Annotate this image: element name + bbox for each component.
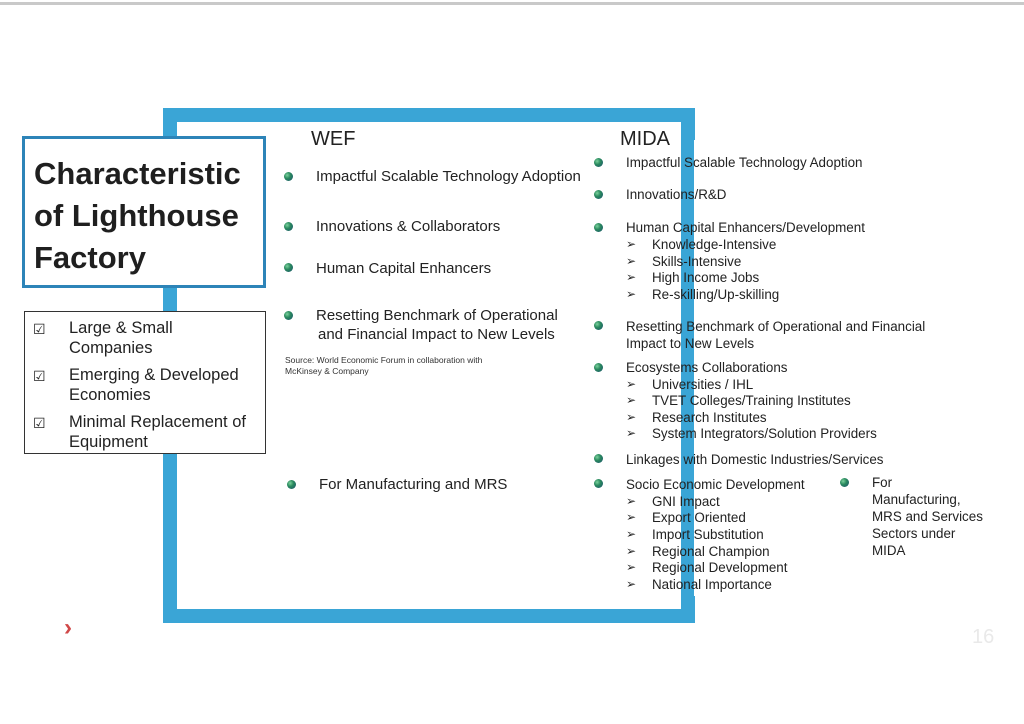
checklist-text: Economies — [69, 386, 151, 404]
arrow-icon: ➢ — [626, 377, 637, 391]
sub-text: National Importance — [652, 577, 772, 592]
wef-item-4-line-1: Resetting Benchmark of Operational — [316, 307, 558, 324]
side-note-line: For — [872, 475, 893, 490]
page-number: 16 — [972, 626, 995, 648]
sub-text: Import Substitution — [652, 527, 764, 542]
bullet-icon — [594, 479, 603, 488]
sub-text: Re-skilling/Up-skilling — [652, 287, 780, 302]
arrow-icon: ➢ — [626, 270, 637, 284]
mida-item-4-line-2: Impact to New Levels — [626, 336, 755, 351]
sub-text: Regional Development — [652, 560, 788, 575]
side-note-line: MRS and Services — [872, 509, 983, 524]
arrow-icon: ➢ — [626, 287, 637, 301]
checklist-text: Large & Small — [69, 319, 173, 337]
checklist-text: Minimal Replacement of — [69, 413, 246, 431]
mida-item-3: Human Capital Enhancers/Development — [626, 220, 865, 235]
arrow-icon: ➢ — [626, 254, 637, 268]
mida-item-5: Ecosystems Collaborations — [626, 360, 788, 375]
arrow-icon: ➢ — [626, 527, 637, 541]
arrow-icon: ➢ — [626, 544, 637, 558]
arrow-icon: ➢ — [626, 237, 637, 251]
sub-text: Skills-Intensive — [652, 254, 742, 269]
sub-text: GNI Impact — [652, 494, 720, 509]
checkbox-icon: ☑ — [33, 415, 46, 431]
arrow-icon: ➢ — [626, 494, 637, 508]
checklist-text: Companies — [69, 339, 153, 357]
arrow-icon: ➢ — [626, 577, 637, 591]
source-line-2: McKinsey & Company — [285, 366, 369, 376]
bullet-icon — [594, 454, 603, 463]
title-box — [22, 136, 266, 288]
arrow-icon: ➢ — [626, 426, 637, 440]
sub-text: Export Oriented — [652, 510, 746, 525]
bullet-icon — [284, 311, 293, 320]
checkbox-icon: ☑ — [33, 368, 46, 384]
mida-item-7: Socio Economic Development — [626, 477, 805, 492]
checklist-text: Equipment — [69, 433, 148, 451]
wef-item-3: Human Capital Enhancers — [316, 260, 492, 277]
sub-text: Knowledge-Intensive — [652, 237, 777, 252]
arrow-icon: ➢ — [626, 410, 637, 424]
bullet-icon — [284, 172, 293, 181]
wef-item-4-line-2: and Financial Impact to New Levels — [318, 326, 555, 343]
sub-text: Research Institutes — [652, 410, 767, 425]
bullet-icon — [594, 321, 603, 330]
source-note — [285, 355, 525, 377]
wef-item-1: Impactful Scalable Technology Adoption — [316, 168, 581, 185]
arrow-icon: ➢ — [626, 510, 637, 524]
sub-text: TVET Colleges/Training Institutes — [652, 393, 851, 408]
checklist-box — [24, 311, 266, 454]
chevron-right-icon: › — [64, 614, 72, 641]
sub-text: Universities / IHL — [652, 377, 754, 392]
mida-item-6: Linkages with Domestic Industries/Services — [626, 452, 884, 467]
wef-heading: WEF — [311, 128, 356, 150]
bullet-icon — [840, 478, 849, 487]
sub-text: System Integrators/Solution Providers — [652, 426, 877, 441]
bullet-icon — [594, 190, 603, 199]
title-line-2: of Lighthouse — [34, 198, 239, 233]
mida-item-1: Impactful Scalable Technology Adoption — [626, 155, 863, 170]
arrow-icon: ➢ — [626, 560, 637, 574]
side-note-line: Manufacturing, — [872, 492, 961, 507]
bullet-icon — [594, 363, 603, 372]
wef-footer-item: For Manufacturing and MRS — [319, 476, 508, 493]
bullet-icon — [284, 222, 293, 231]
source-line-1: Source: World Economic Forum in collaboration with — [285, 355, 483, 365]
sub-text: High Income Jobs — [652, 270, 760, 285]
title-line-3: Factory — [34, 240, 146, 275]
bullet-icon — [594, 223, 603, 232]
top-border-line — [0, 2, 1024, 5]
wef-item-2: Innovations & Collaborators — [316, 218, 501, 235]
arrow-icon: ➢ — [626, 393, 637, 407]
mida-heading: MIDA — [620, 128, 670, 150]
checklist-text: Emerging & Developed — [69, 366, 239, 384]
mida-item-4-line-1: Resetting Benchmark of Operational and Financial — [626, 319, 926, 334]
side-note-line: MIDA — [872, 543, 906, 558]
side-note-line: Sectors under — [872, 526, 956, 541]
bullet-icon — [287, 480, 296, 489]
bullet-icon — [594, 158, 603, 167]
side-note — [872, 474, 983, 559]
sub-text: Regional Champion — [652, 544, 770, 559]
checkbox-icon: ☑ — [33, 321, 46, 337]
title-line-1: Characteristic — [34, 156, 241, 191]
bullet-icon — [284, 263, 293, 272]
mida-item-2: Innovations/R&D — [626, 187, 727, 202]
